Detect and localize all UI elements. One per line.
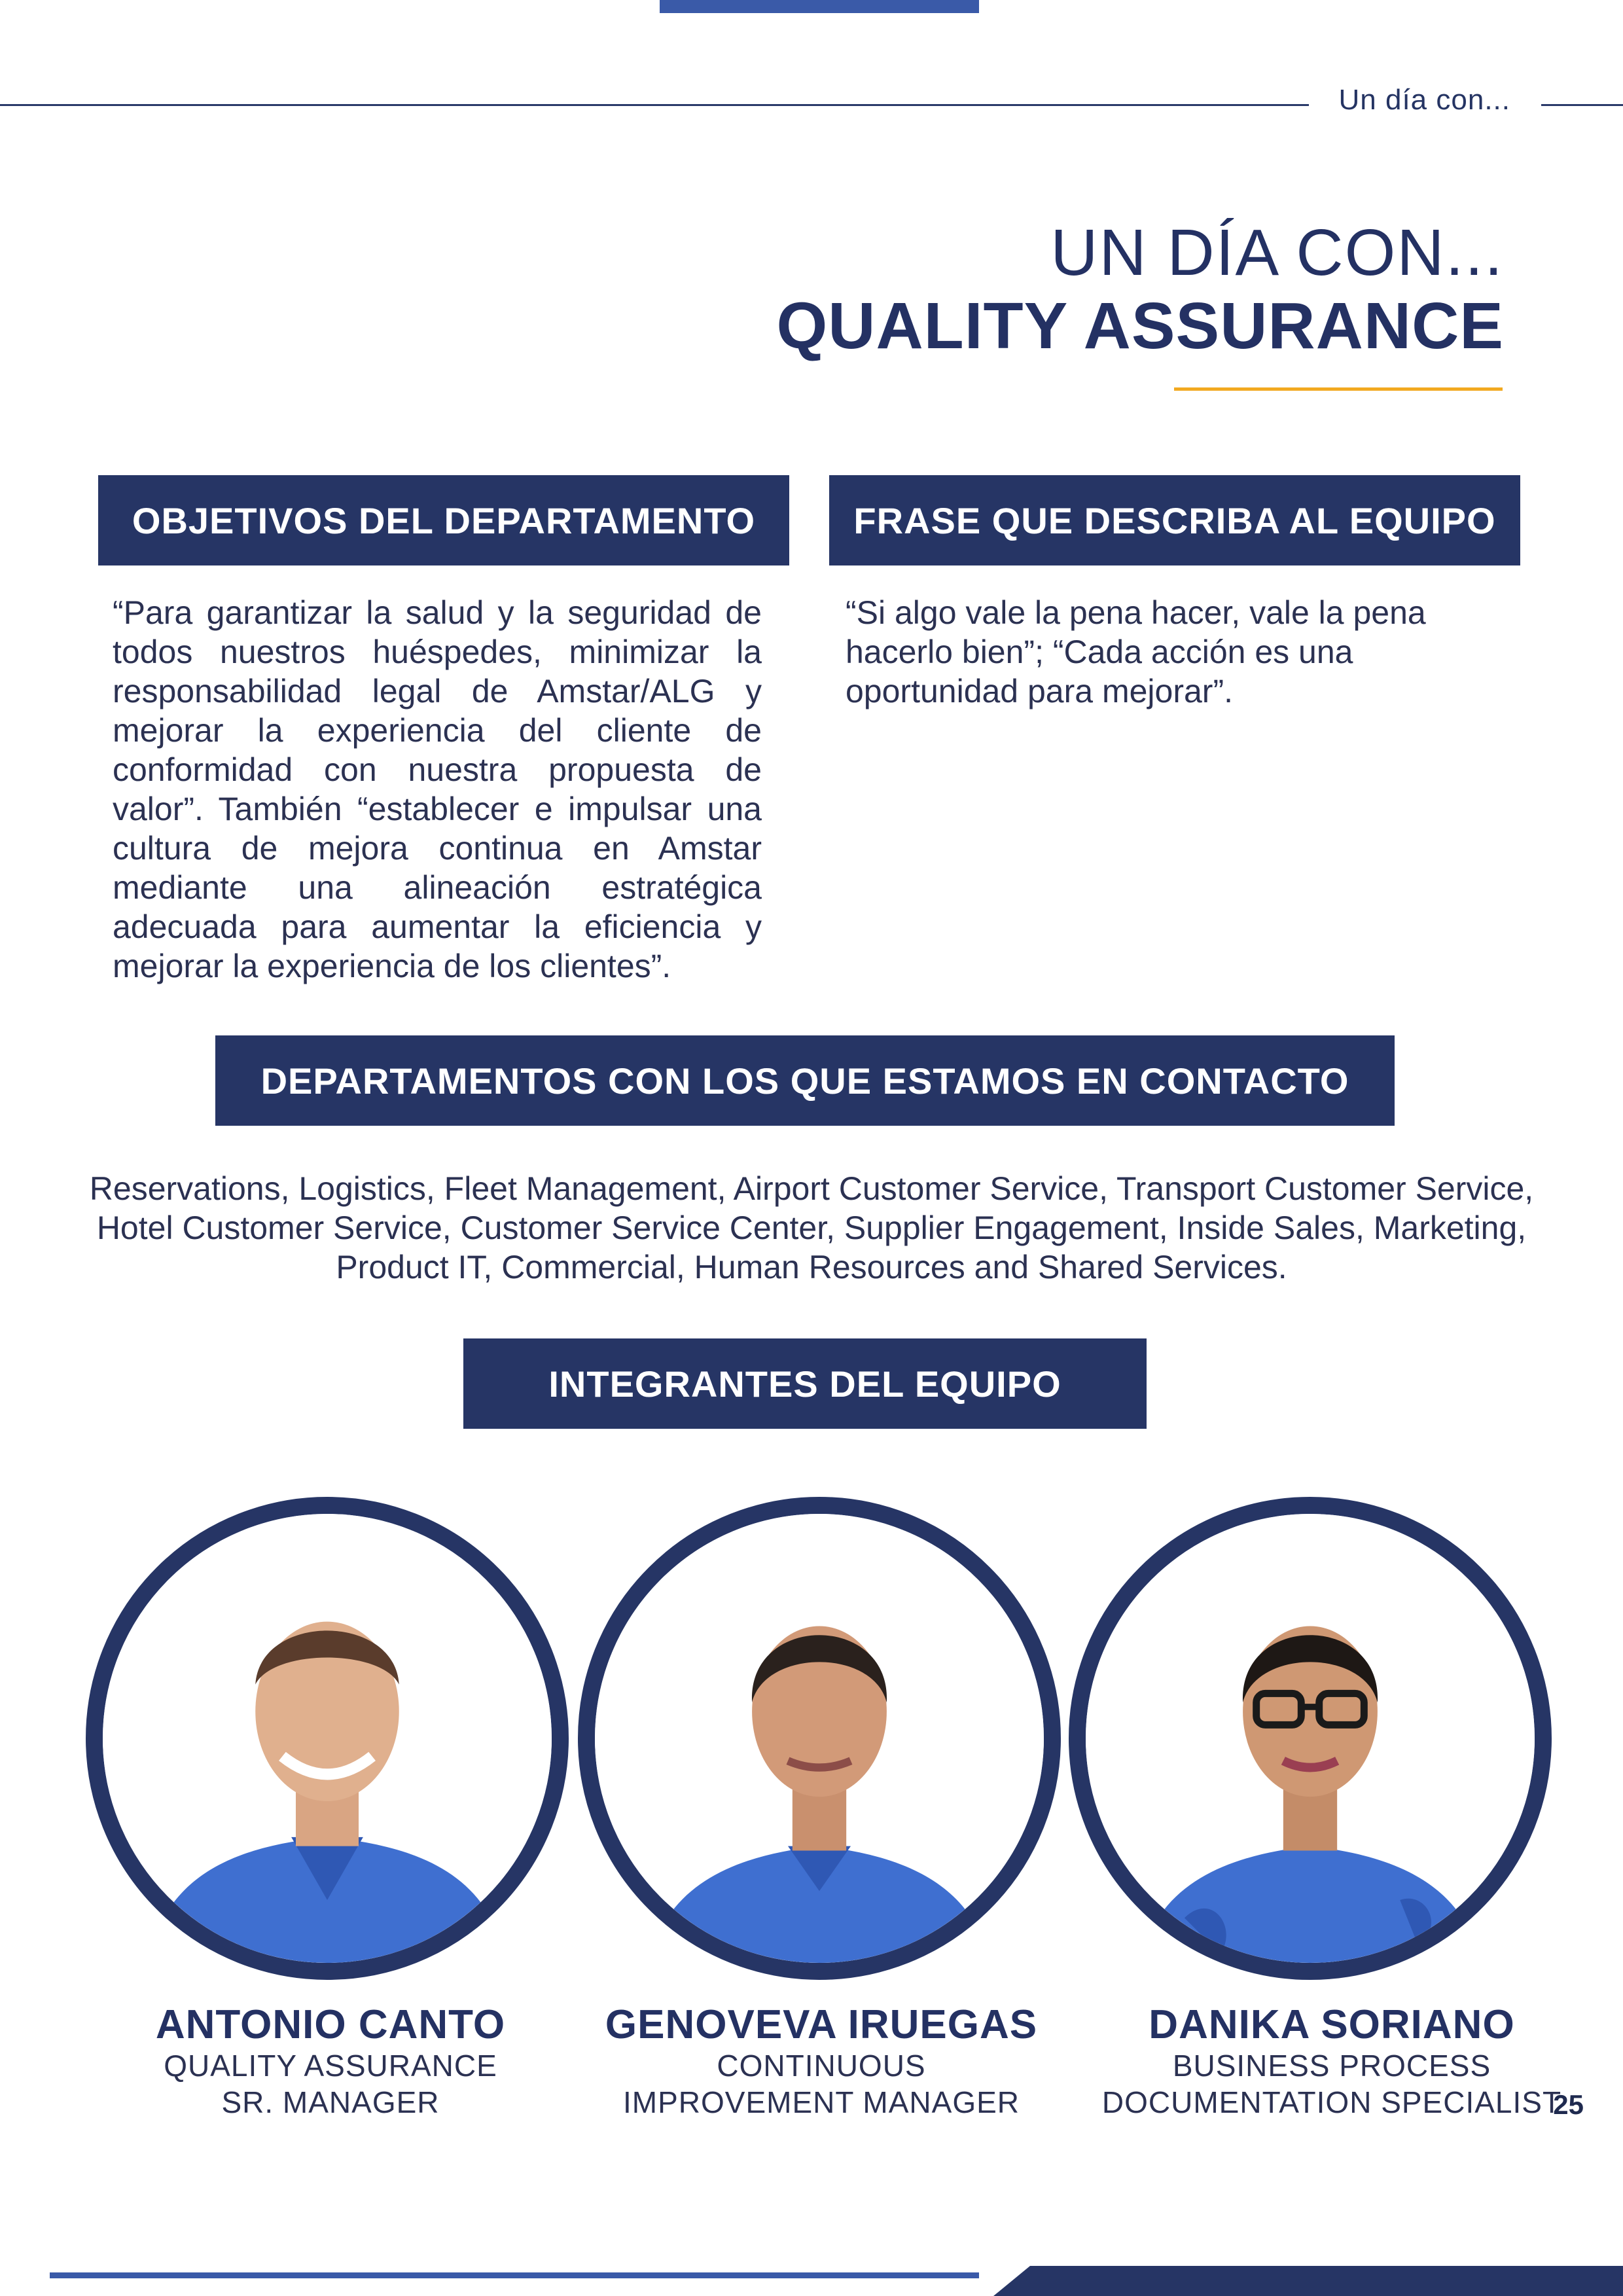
member-1-name: ANTONIO CANTO (155, 2002, 506, 2047)
member-2-role-line1: CONTINUOUS (717, 2049, 926, 2083)
member-2-role-line2: IMPROVEMENT MANAGER (623, 2085, 1020, 2119)
objetivos-heading: OBJETIVOS DEL DEPARTAMENTO (98, 475, 789, 565)
portrait-member-3 (1069, 1497, 1552, 1980)
objetivos-text: “Para garantizar la salud y la seguridad de todos nuestros huéspedes, minimizar la responsabilidad legal de Amstar/ALG y mejorar la experiencia del cliente de conformidad con nuestra propuesta de valor”. También “establecer e impulsar una cultura de mejora continua en Amstar mediante una alineación estratégica adecuada para aumentar la eficiencia y mejorar la experiencia de los clientes”. (113, 594, 762, 984)
departamentos-heading: DEPARTAMENTOS CON LOS QUE ESTAMOS EN CONTACTO (215, 1035, 1395, 1126)
running-head: Un día con... (1338, 84, 1510, 116)
footer-rule (50, 2272, 979, 2278)
page-number: 25 (1553, 2089, 1584, 2120)
departamentos-text: Reservations, Logistics, Fleet Management, Airport Customer Service, Transport Customer Service, Hotel Customer Service, Customer Service Center, Supplier Engagement, Inside Sales, Marketing, Product IT, Commercial, Human Resources and Shared Services. (89, 1170, 1534, 1285)
person-portrait-icon (1086, 1514, 1535, 1963)
page-title-line2: QUALITY ASSURANCE (776, 289, 1504, 363)
footer-tab-decoration (993, 2266, 1623, 2296)
member-1-role-line1: QUALITY ASSURANCE (164, 2049, 497, 2083)
frase-heading: FRASE QUE DESCRIBA AL EQUIPO (829, 475, 1520, 565)
top-tab-decoration (660, 0, 979, 13)
member-3-role-line1: BUSINESS PROCESS (1172, 2049, 1491, 2083)
member-2-name: GENOVEVA IRUEGAS (605, 2002, 1038, 2047)
portrait-member-2 (578, 1497, 1061, 1980)
member-1-role-line2: SR. MANAGER (221, 2085, 440, 2119)
portrait-member-1 (86, 1497, 569, 1980)
person-portrait-icon (595, 1514, 1044, 1963)
header-rule-left (0, 104, 1309, 106)
person-portrait-icon (103, 1514, 552, 1963)
title-underline (1174, 387, 1503, 391)
page-title-line1: UN DÍA CON... (1050, 216, 1504, 289)
header-rule-right (1541, 104, 1623, 106)
member-3-name: DANIKA SORIANO (1149, 2002, 1515, 2047)
member-3-role-line2: DOCUMENTATION SPECIALIST (1101, 2085, 1562, 2119)
frase-text: “Si algo vale la pena hacer, vale la pena hacerlo bien”; “Cada acción es una oportunidad para mejorar”. (846, 594, 1426, 709)
integrantes-heading: INTEGRANTES DEL EQUIPO (463, 1338, 1147, 1429)
